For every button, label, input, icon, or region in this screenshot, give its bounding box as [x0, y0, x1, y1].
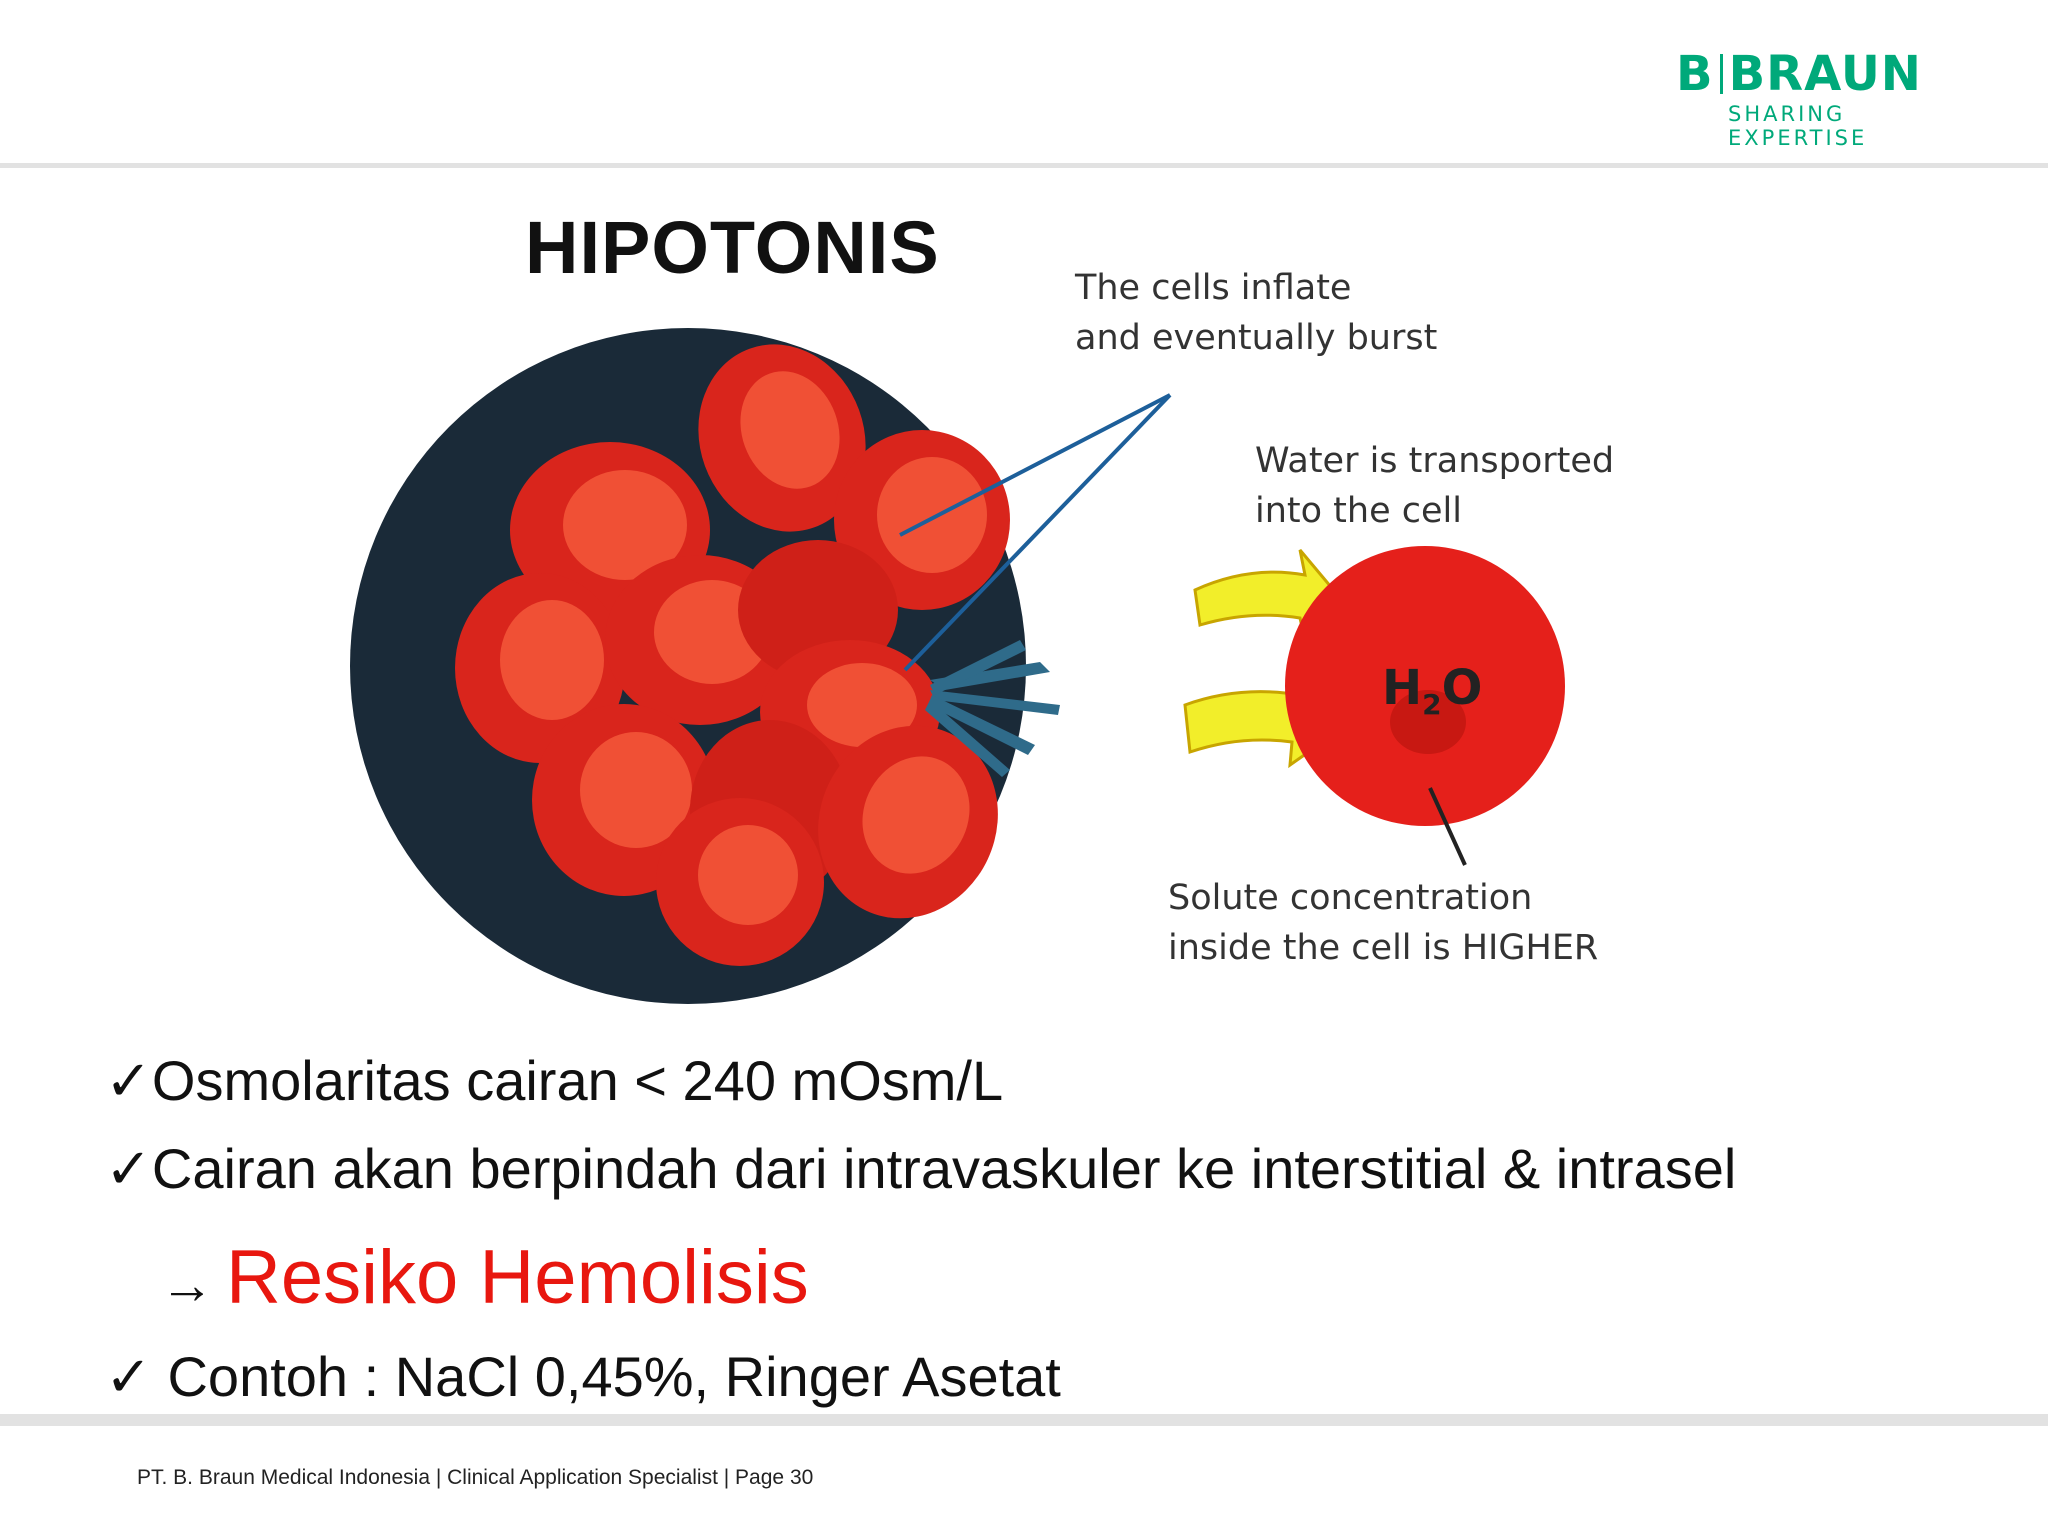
- check-icon: ✓: [105, 1049, 152, 1112]
- risk-text: Resiko Hemolisis: [226, 1235, 809, 1320]
- bullet-text: Osmolaritas cairan < 240 mOsm/L: [151, 1049, 1004, 1112]
- slide-title: HIPOTONIS: [525, 206, 940, 289]
- bullet-osmolarity: [105, 1048, 1003, 1114]
- bullet-example: [105, 1344, 1061, 1410]
- footer-text: PT. B. Braun Medical Indonesia | Clinical Application Specialist | Page: [137, 1466, 785, 1489]
- caption-water: [1255, 436, 1614, 536]
- caption-burst-line2: and eventually burst: [1075, 318, 1438, 358]
- caption-water-line1: Water is transported: [1255, 441, 1615, 481]
- bullet-fluid-shift: [105, 1136, 1736, 1202]
- caption-solute-line1: Solute concentration: [1168, 878, 1533, 918]
- footer: [137, 1466, 813, 1490]
- brand-wordmark: B BRAUN: [1676, 46, 1922, 102]
- footer-page-number: 30: [789, 1466, 814, 1489]
- caption-solute-line2: inside the cell is HIGHER: [1168, 928, 1599, 968]
- caption-solute: [1168, 873, 1598, 973]
- caption-burst-line1: The cells inflate: [1075, 268, 1352, 308]
- bullet-text: Cairan akan berpindah dari intravaskuler ke interstitial & intrasel: [151, 1137, 1737, 1200]
- bullet-risk: [160, 1234, 809, 1321]
- check-icon: ✓: [105, 1345, 152, 1408]
- caption-burst: [1075, 263, 1437, 363]
- bullet-text: Contoh : NaCl 0,45%, Ringer Asetat: [167, 1345, 1061, 1408]
- check-icon: ✓: [105, 1137, 152, 1200]
- footer-divider: [0, 1414, 2048, 1426]
- caption-water-line2: into the cell: [1255, 491, 1462, 531]
- h2o-label: $H_2O$: [1382, 660, 1483, 721]
- swelling-cell: [1285, 546, 1565, 826]
- brand-tagline: SHARING EXPERTISE: [1728, 102, 1868, 150]
- arrow-right-icon: →: [160, 1255, 214, 1315]
